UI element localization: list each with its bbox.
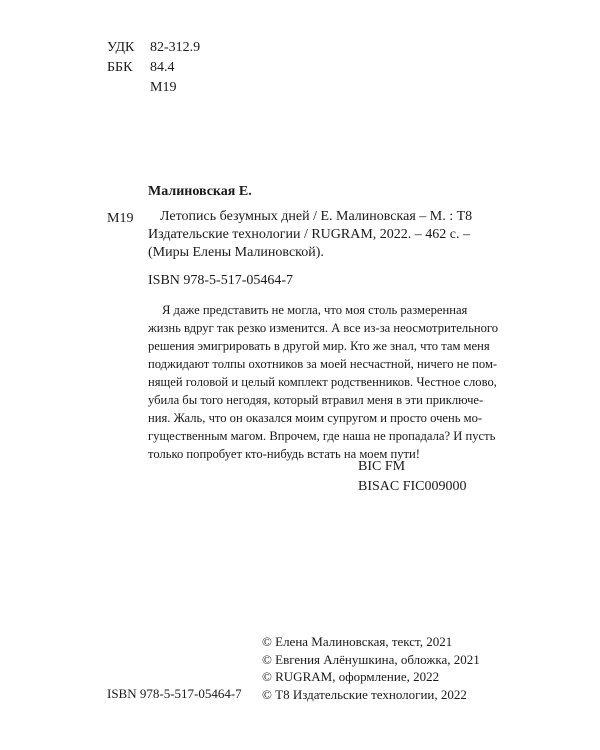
annotation-line: убила бы того негодяя, который втравил меня в эти приключе- — [148, 393, 484, 407]
biblio-line: Издательские технологии / RUGRAM, 2022. – 462 с. – — [148, 227, 471, 242]
annotation-line: ния. Жаль, что он оказался моим супругом и просто очень мо- — [148, 411, 483, 425]
annotation-line: нящей головой и целый комплект родственников. Честное слово, — [148, 375, 497, 389]
annotation-line: решения эмигрировать в другой мир. Кто же знал, что там меня — [148, 339, 490, 353]
annotation-line: гущественным магом. Впрочем, где наша не пропадала? И пусть — [148, 429, 496, 443]
copyright-line: © Евгения Алёнушкина, обложка, 2021 — [262, 651, 480, 667]
copyright-notices — [262, 633, 480, 703]
udk-value: 82-312.9 — [150, 40, 201, 55]
copyright-line: © Елена Малиновская, текст, 2021 — [262, 634, 453, 649]
isbn-footer: ISBN 978-5-517-05464-7 — [107, 686, 242, 701]
annotation-line: жизнь вдруг так резко изменится. А все из-за неосмотрительного — [148, 321, 499, 335]
copyright-line: © Т8 Издательские технологии, 2022 — [262, 686, 467, 702]
udk-row — [107, 38, 200, 58]
copyright-line: © RUGRAM, оформление, 2022 — [262, 669, 440, 684]
bbk-label: ББК — [107, 60, 133, 75]
bisac-code: BISAC FIC009000 — [358, 479, 467, 494]
isbn-main: ISBN 978-5-517-05464-7 — [148, 273, 294, 288]
annotation-line: поджидают толпы охотников за моей несчастной, ничего не пом- — [148, 357, 498, 371]
cutter-row — [107, 78, 200, 98]
annotation-line: Я даже представить не могла, что моя столь размеренная — [162, 303, 468, 317]
annotation-line: только попробует кто-нибудь встать на моем пути! — [148, 447, 420, 461]
classification-codes — [107, 38, 200, 98]
subject-codes — [358, 457, 467, 497]
author-name: Малиновская Е. — [148, 184, 252, 199]
bbk-row — [107, 58, 200, 78]
biblio-line: (Миры Елены Малиновской). — [148, 245, 324, 260]
bbk-value: 84.4 — [150, 60, 175, 75]
udk-label: УДК — [107, 40, 135, 55]
bic-code: BIC FM — [358, 459, 406, 474]
annotation-text — [148, 301, 499, 463]
cutter-code: М19 — [150, 80, 177, 95]
biblio-line: Летопись безумных дней / Е. Малиновская – М. : Т8 — [160, 209, 473, 224]
bibliographic-description — [148, 208, 494, 262]
cutter-left-margin: М19 — [107, 211, 134, 226]
